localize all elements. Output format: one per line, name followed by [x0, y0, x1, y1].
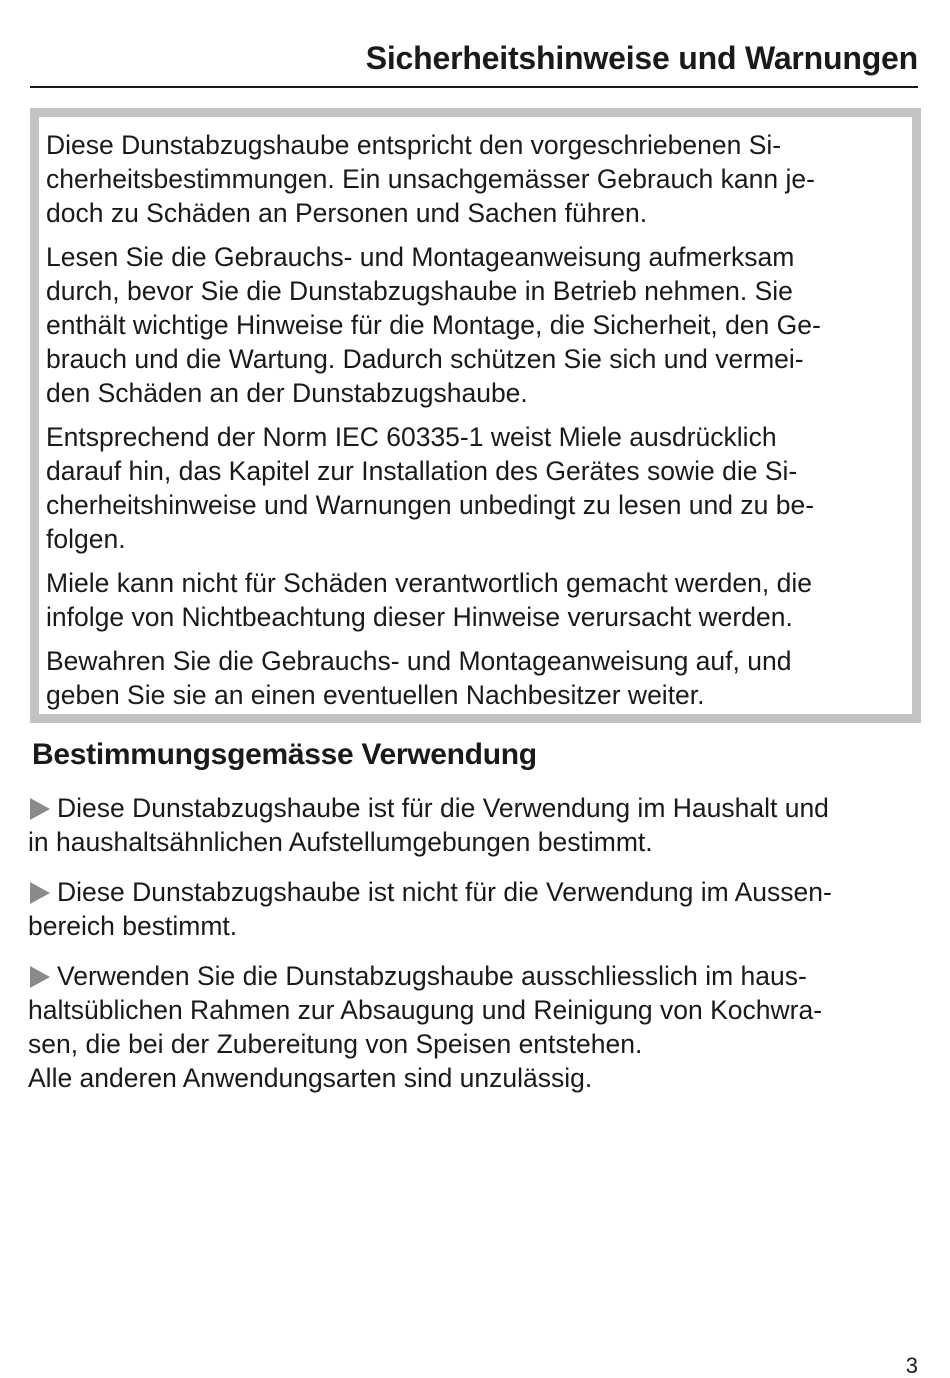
bullet-list — [28, 791, 920, 1111]
text-line: Diese Dunstabzugshaube ist für die Verwendung im Haushalt und — [57, 793, 829, 823]
text-line: haltsüblichen Rahmen zur Absaugung und Reinigung von Kochwra- — [28, 995, 823, 1025]
bullet-item — [28, 791, 920, 859]
text-line: durch, bevor Sie die Dunstabzugshaube in Betrieb nehmen. Sie — [46, 276, 793, 306]
triangle-right-icon — [30, 882, 50, 904]
text-line: Alle anderen Anwendungsarten sind unzulässig. — [28, 1063, 593, 1093]
text-line: Diese Dunstabzugshaube ist nicht für die Verwendung im Aussen- — [57, 877, 832, 907]
notice-paragraph — [46, 128, 898, 230]
text-line: in haushaltsähnlichen Aufstellumgebungen bestimmt. — [28, 827, 653, 857]
text-line: darauf hin, das Kapitel zur Installation des Gerätes sowie die Si- — [46, 456, 798, 486]
text-line: Diese Dunstabzugshaube entspricht den vorgeschriebenen Si- — [46, 130, 782, 160]
notice-paragraph — [46, 644, 898, 712]
page-header — [30, 36, 918, 88]
text-line: Lesen Sie die Gebrauchs- und Montageanweisung aufmerksam — [46, 242, 795, 272]
bullet-item — [28, 959, 920, 1095]
text-line: cherheitsbestimmungen. Ein unsachgemässer Gebrauch kann je- — [46, 164, 815, 194]
text-line: geben Sie sie an einen eventuellen Nachbesitzer weiter. — [46, 680, 705, 710]
notice-paragraph — [46, 566, 898, 634]
triangle-right-icon — [30, 798, 50, 820]
page-number: 3 — [905, 1353, 918, 1378]
text-line: Miele kann nicht für Schäden verantwortlich gemacht werden, die — [46, 568, 812, 598]
notice-paragraph — [46, 420, 898, 556]
text-line: Entsprechend der Norm IEC 60335-1 weist Miele ausdrücklich — [46, 422, 777, 452]
text-line: bereich bestimmt. — [28, 911, 238, 941]
text-line: brauch und die Wartung. Dadurch schützen Sie sich und vermei- — [46, 344, 804, 374]
text-line: cherheitshinweise und Warnungen unbedingt zu lesen und zu be- — [46, 490, 815, 520]
text-line: doch zu Schäden an Personen und Sachen führen. — [46, 198, 648, 228]
bullet-item — [28, 875, 920, 943]
text-line: den Schäden an der Dunstabzugshaube. — [46, 378, 528, 408]
section-title: Bestimmungsgemässe Verwendung — [32, 738, 537, 771]
text-line: Verwenden Sie die Dunstabzugshaube ausschliesslich im haus- — [57, 961, 807, 991]
safety-notice-box — [30, 108, 921, 723]
text-line: Bewahren Sie die Gebrauchs- und Montageanweisung auf, und — [46, 646, 792, 676]
triangle-right-icon — [30, 966, 50, 988]
notice-paragraph — [46, 240, 898, 410]
text-line: infolge von Nichtbeachtung dieser Hinweise verursacht werden. — [46, 602, 793, 632]
page-title: Sicherheitshinweise und Warnungen — [365, 40, 918, 76]
text-line: enthält wichtige Hinweise für die Montage, die Sicherheit, den Ge- — [46, 310, 821, 340]
text-line: sen, die bei der Zubereitung von Speisen entstehen. — [28, 1029, 643, 1059]
text-line: folgen. — [46, 524, 126, 554]
